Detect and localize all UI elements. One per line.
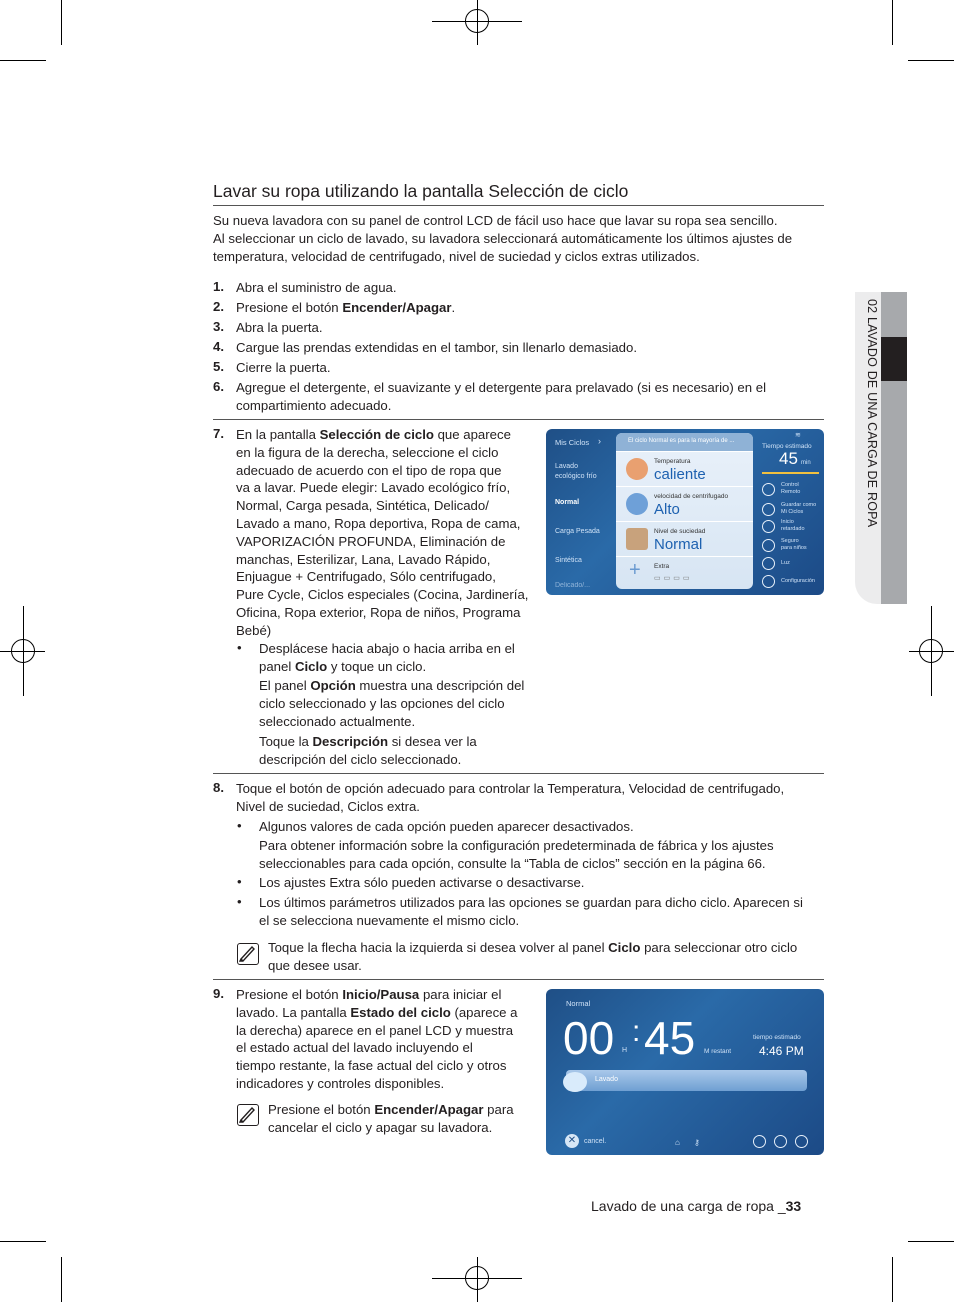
section-rule — [213, 419, 824, 420]
bullet-subtext: Toque la Descripción si desea ver la descripción del ciclo seleccionado. — [259, 734, 477, 767]
crop-mark — [892, 1257, 893, 1302]
cycle-item-selected[interactable]: Normal — [555, 499, 580, 506]
page-title: Lavar su ropa utilizando la pantalla Selección de ciclo — [213, 181, 629, 201]
crop-mark — [61, 1257, 62, 1302]
delay-start-icon[interactable] — [762, 520, 775, 533]
title-rule — [213, 205, 824, 206]
step-number: 2. — [213, 299, 224, 314]
bullet-subtext: Para obtener información sobre la configuración predeterminada de fábrica y los ajustes seleccionables para cada opción, consulte la “Tabla de ciclos” sección en la página 66. — [259, 838, 774, 871]
estimate-time: 4:46 PM — [759, 1044, 804, 1058]
step-text: Abra el suministro de agua. — [236, 280, 397, 295]
time-bar — [762, 472, 819, 474]
registration-circle — [465, 9, 489, 33]
side-tab-marker — [881, 337, 907, 381]
spin-option[interactable]: velocidad de centrifugado Alto — [616, 486, 753, 521]
time-unit: min — [801, 460, 811, 466]
step-7-text: En la pantalla Selección de ciclo que aparece en la figura de la derecha, seleccione el ciclo adecuado de acuerdo con el tipo de ropa que va a lavar. Puede elegir: Lavado ecológico frío, Normal, Carga pesada, Sintética, Delicado/ Lavado a mano, Ropa deportiva, Ropa de cama, VAPORIZACIÓN PROFUNDA, Eliminación de manchas, Esterilizar, Lana, Lavado Rápido, Enjuague + Centrifugado, Sólo centrifugado, Pure Cycle, Ciclos especiales (Cocina, Jardinería, Oficina, Ropa exterior, Ropa de niños, Programa Bebé) — [236, 427, 529, 638]
step-number: 5. — [213, 359, 224, 374]
crop-mark — [0, 1241, 46, 1242]
thermometer-icon — [626, 458, 648, 480]
wifi-icon: ≋ — [795, 432, 801, 439]
light-icon[interactable] — [795, 1135, 808, 1148]
bullet-subtext: El panel Opción muestra una descripción del ciclo seleccionado y las opciones del ciclo seleccionado actualmente. — [259, 678, 525, 729]
key-icon: ⚷ — [694, 1138, 700, 1147]
note-icon — [237, 943, 259, 965]
plus-icon: + — [629, 559, 641, 581]
cycle-item[interactable]: Sintética — [555, 557, 582, 564]
registration-circle — [11, 639, 35, 663]
minutes-value: 45 — [644, 1012, 696, 1064]
soil-option[interactable]: Nivel de suciedad Normal — [616, 521, 753, 556]
step-number: 8. — [213, 780, 224, 795]
step-number: 4. — [213, 339, 224, 354]
step-text: Agregue el detergente, el suavizante y el detergente para prelavado (si es necesario) en el compartimiento adecuado. — [236, 380, 767, 413]
crop-mark — [892, 0, 893, 45]
sound-icon[interactable] — [774, 1135, 787, 1148]
time-label: Tiempo estimado — [762, 443, 812, 450]
bullet-text: Desplácese hacia abajo o hacia arriba en el panel Ciclo y toque un ciclo. — [259, 641, 515, 674]
cycle-item[interactable]: Delicado/... — [555, 582, 591, 589]
step-9-text: Presione el botón Inicio/Pausa para iniciar el lavado. La pantalla Estado del ciclo (aparece a la derecha) aparece en el panel LCD y muestra el estado actual del lavado incluyendo el tiempo restante, la fase actual del ciclo y otros indicadores y controles disponibles. — [236, 987, 518, 1091]
panel-header: El ciclo Normal es para la mayoría de ... — [628, 438, 735, 444]
bullet-text: Algunos valores de cada opción pueden aparecer desactivados. — [259, 819, 634, 834]
minutes-unit: M restant — [704, 1048, 732, 1055]
intro-paragraph: Su nueva lavadora con su panel de control LCD de fácil uso hace que lavar su ropa sea sencillo. Al seleccionar un ciclo de lavado, su lavadora seleccionará automáticamente los últimos ajustes de temperatura, velocidad de centrifugado, nivel de suciedad y ciclos extras utilizados. — [213, 213, 793, 264]
estimate-label: tiempo estimado — [753, 1034, 801, 1041]
step-number: 1. — [213, 279, 224, 294]
note-text: Presione el botón Encender/Apagar para cancelar el ciclo y apagar su lavadora. — [268, 1102, 514, 1135]
time-value: 45 — [779, 449, 798, 468]
note-icon — [237, 1104, 259, 1126]
cycle-name: Normal — [566, 999, 591, 1008]
bullet: • — [237, 640, 242, 655]
step-text: Cierre la puerta. — [236, 360, 331, 375]
registration-circle — [919, 639, 943, 663]
shirt-icon — [626, 528, 648, 550]
page-footer: Lavado de una carga de ropa _33 — [591, 1198, 802, 1214]
crop-mark — [0, 60, 46, 61]
child-lock-icon[interactable] — [762, 539, 775, 552]
phase-label: Lavado — [595, 1076, 618, 1083]
chevron-right-icon[interactable]: › — [598, 436, 601, 446]
cycle-status-screen — [546, 989, 824, 1155]
extra-icons: ▭▭▭▭ — [654, 575, 693, 582]
section-rule — [213, 773, 824, 774]
bullet-text: Los ajustes Extra sólo pueden activarse o desactivarse. — [259, 875, 585, 890]
temperature-option[interactable]: Temperatura caliente — [616, 451, 753, 486]
registration-circle — [465, 1266, 489, 1290]
close-icon[interactable]: ✕ — [565, 1134, 579, 1148]
progress-bar — [566, 1070, 807, 1091]
extra-option[interactable]: + Extra ▭▭▭▭ — [616, 556, 753, 591]
crop-mark — [908, 60, 954, 61]
cycle-selection-screen: Mis Ciclos › Lavado ecológico frío Normal Carga Pesada Sintética Delicado/... El ciclo Normal es para la mayoría de ... Temperatura caliente velocidad de centrifugado Alto Nivel de suciedad Normal + Extra ▭▭▭▭ ≋ Tiempo estimado 45 min Control Remoto Guardar como Mi Ciclos Inicio retardado Seguro para niños Luz Configuración — [546, 429, 824, 595]
menu-header[interactable]: Mis Ciclos — [555, 438, 590, 447]
cancel-label[interactable]: cancel. — [584, 1138, 607, 1145]
bullet-text: Los últimos parámetros utilizados para las opciones se guardan para dicho ciclo. Aparecen si el se selecciona nuevamente el mismo ciclo. — [259, 895, 803, 928]
save-icon[interactable] — [762, 503, 775, 516]
bullet: • — [237, 818, 242, 833]
hours-value: 00 — [563, 1012, 615, 1064]
spin-icon — [626, 493, 648, 515]
washing-bubbles-icon — [563, 1072, 587, 1092]
note-text: Toque la flecha hacia la izquierda si desea volver al panel Ciclo para seleccionar otro ciclo que desee usar. — [268, 940, 798, 973]
bullet: • — [237, 894, 242, 909]
step-number: 7. — [213, 426, 224, 441]
bullet: • — [237, 874, 242, 889]
step-number: 9. — [213, 986, 224, 1001]
remote-control-icon[interactable] — [762, 483, 775, 496]
lock-icon[interactable] — [753, 1135, 766, 1148]
crop-mark — [908, 1241, 954, 1242]
crop-mark — [61, 0, 62, 45]
light-icon[interactable] — [762, 557, 775, 570]
step-text: Abra la puerta. — [236, 320, 323, 335]
step-text: Cargue las prendas extendidas en el tambor, sin llenarlo demasiado. — [236, 340, 637, 355]
side-tab-label: 02 LAVADO DE UNA CARGA DE ROPA — [865, 299, 879, 528]
time-colon: : — [632, 1015, 641, 1048]
step-8-text: Toque el botón de opción adecuado para controlar la Temperatura, Velocidad de centrifugado, Nivel de suciedad, Ciclos extra. — [236, 781, 785, 814]
step-text: Presione el botón Encender/Apagar. — [236, 300, 456, 315]
section-rule — [213, 979, 824, 980]
cycle-item[interactable]: Carga Pesada — [555, 528, 600, 535]
hours-unit: H — [622, 1047, 628, 1054]
shirt-icon: ⌂ — [675, 1138, 680, 1147]
gear-icon[interactable] — [762, 575, 775, 588]
step-number: 6. — [213, 379, 224, 394]
cycle-item[interactable]: Lavado ecológico frío — [555, 463, 597, 480]
step-number: 3. — [213, 319, 224, 334]
options-panel — [616, 433, 753, 589]
